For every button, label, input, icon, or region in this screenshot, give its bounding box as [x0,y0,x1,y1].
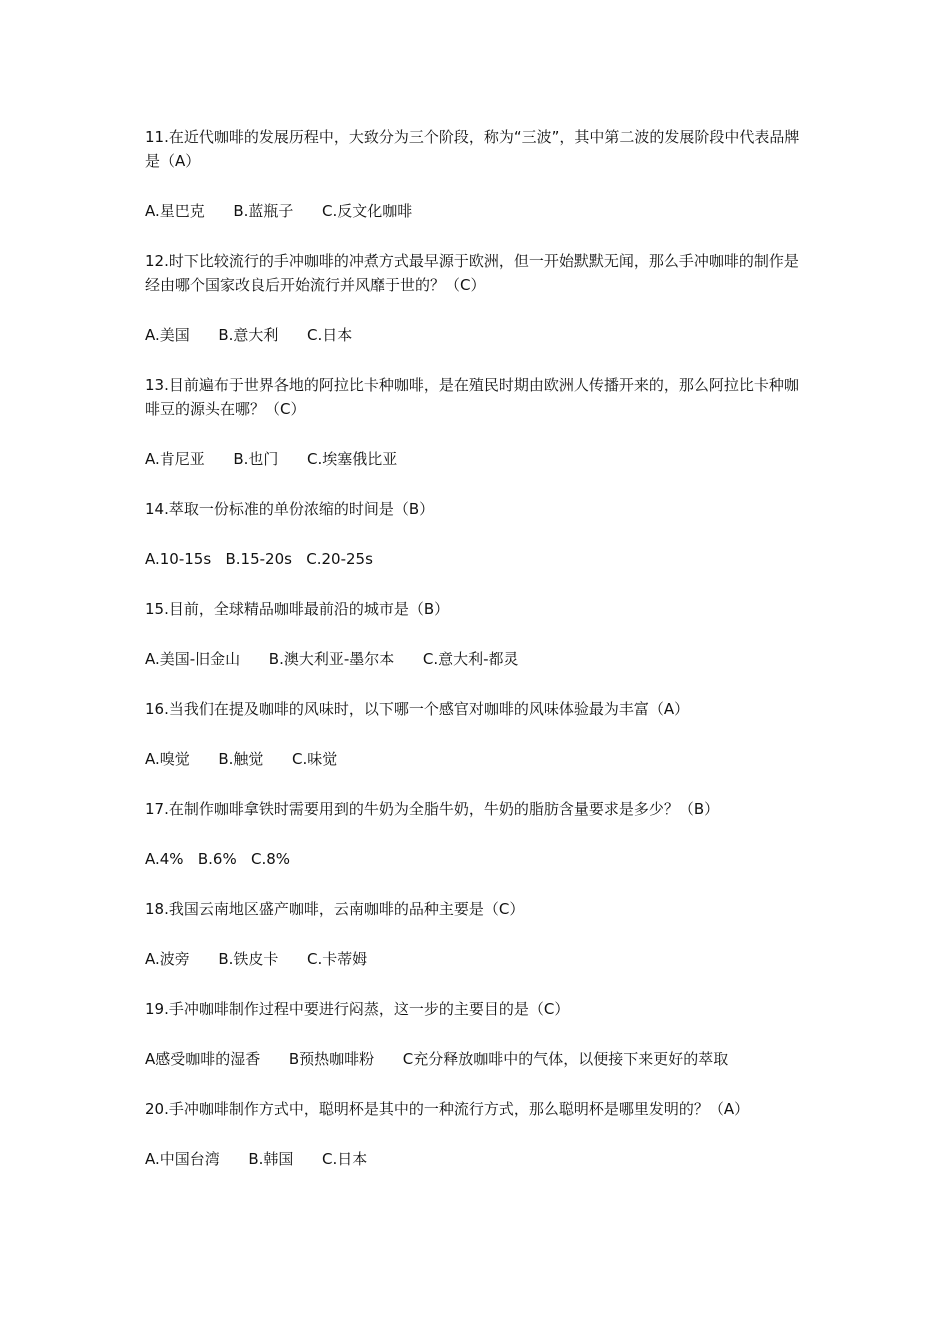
question-15: 15.目前，全球精品咖啡最前沿的城市是（B） [145,600,450,618]
question-17: 17.在制作咖啡拿铁时需要用到的牛奶为全脂牛奶，牛奶的脂肪含量要求是多少？（B） [145,800,720,818]
question-16: 16.当我们在提及咖啡的风味时，以下哪一个感官对咖啡的风味体验最为丰富（A） [145,700,690,718]
options-20: A.中国台湾 B.韩国 C.日本 [145,1150,368,1168]
options-12: A.美国 B.意大利 C.日本 [145,326,353,344]
options-17: A.4% B.6% C.8% [145,850,291,868]
options-18: A.波旁 B.铁皮卡 C.卡蒂姆 [145,950,368,968]
options-15: A.美国-旧金山 B.澳大利亚-墨尔本 C.意大利-都灵 [145,650,519,668]
options-14: A.10-15s B.15-20s C.20-25s [145,550,373,568]
question-14: 14.萃取一份标准的单份浓缩的时间是（B） [145,500,435,518]
options-19: A感受咖啡的湿香 B预热咖啡粉 C充分释放咖啡中的气体，以便接下来更好的萃取 [145,1050,729,1068]
question-18: 18.我国云南地区盛产咖啡，云南咖啡的品种主要是（C） [145,900,525,918]
question-11: 11.在近代咖啡的发展历程中，大致分为三个阶段，称为“三波”，其中第二波的发展阶段中代表品牌是（A） [145,128,800,170]
question-19: 19.手冲咖啡制作过程中要进行闷蒸，这一步的主要目的是（C） [145,1000,570,1018]
options-13: A.肯尼亚 B.也门 C.埃塞俄比亚 [145,450,398,468]
question-20: 20.手冲咖啡制作方式中，聪明杯是其中的一种流行方式，那么聪明杯是哪里发明的？（A） [145,1100,750,1118]
options-16: A.嗅觉 B.触觉 C.味觉 [145,750,338,768]
document-page [145,125,810,1197]
question-12: 12.时下比较流行的手冲咖啡的冲煮方式最早源于欧洲，但一开始默默无闻，那么手冲咖啡的制作是经由哪个国家改良后开始流行并风靡于世的？（C） [145,252,799,294]
options-11: A.星巴克 B.蓝瓶子 C.反文化咖啡 [145,202,413,220]
question-13: 13.目前遍布于世界各地的阿拉比卡种咖啡，是在殖民时期由欧洲人传播开来的，那么阿拉比卡种咖啡豆的源头在哪？（C） [145,376,799,418]
